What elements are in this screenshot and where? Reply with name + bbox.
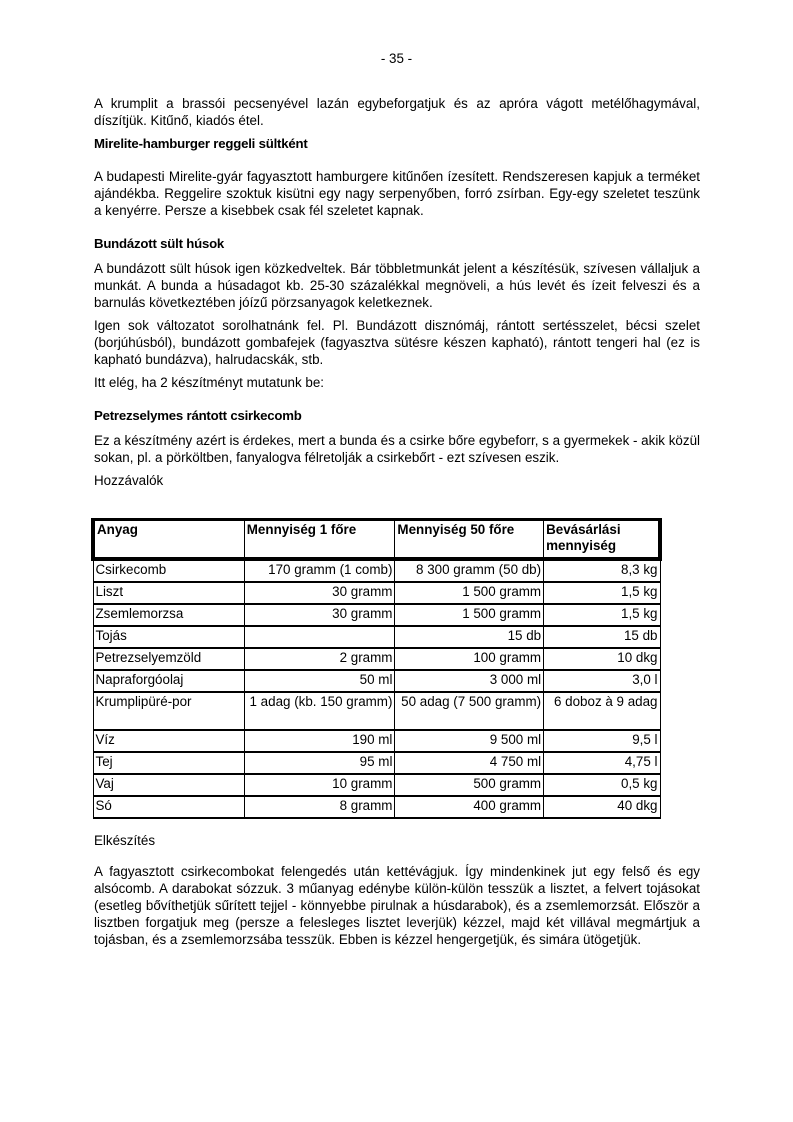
- cell-ingredient: Petrezselyemzöld: [93, 648, 244, 670]
- page-number: - 35 -: [380, 51, 413, 66]
- ingredients-table: [91, 518, 662, 819]
- recipe-heading: Petrezselymes rántott csirkecomb: [94, 408, 302, 423]
- cell-qty-50: 50 adag (7 500 gramm): [395, 692, 544, 730]
- section-heading-hamburger: Mirelite-hamburger reggeli sültként: [94, 136, 308, 151]
- cell-qty-1: 30 gramm: [244, 604, 395, 626]
- cell-qty-1: 2 gramm: [244, 648, 395, 670]
- cell-qty-1: 1 adag (kb. 150 gramm): [244, 692, 395, 730]
- cell-ingredient: Víz: [93, 730, 244, 752]
- table-row: [93, 604, 660, 626]
- cell-qty-50: 400 gramm: [395, 796, 544, 818]
- cell-shopping-qty: 15 db: [544, 626, 660, 648]
- cell-ingredient: Krumplipüré-por: [93, 692, 244, 730]
- cell-shopping-qty: 8,3 kg: [544, 559, 660, 582]
- cell-qty-1: 10 gramm: [244, 774, 395, 796]
- cell-shopping-qty: 0,5 kg: [544, 774, 660, 796]
- bundazott-paragraph-2: Igen sok változatot sorolhatnánk fel. Pl. Bundázott disznómáj, rántott sertésszelet, bécsi szelet (borjúhúsból), bundázott gombafejek (fagyasztva sütésre készen kapható), rántott tengeri hal (ez is kapható bundázva), halrudacskák, stb.: [94, 318, 700, 367]
- cell-qty-1: [244, 626, 395, 648]
- cell-shopping-qty: 1,5 kg: [544, 582, 660, 604]
- cell-shopping-qty: 3,0 l: [544, 670, 660, 692]
- cell-ingredient: Só: [93, 796, 244, 818]
- cell-ingredient: Csirkecomb: [93, 559, 244, 582]
- recipe-description: Ez a készítmény azért is érdekes, mert a bunda és a csirke bőre egybeforr, s a gyermekek - akik közül sokan, pl. a pörköltben, fanyalogva félretolják a csirkebőrt - ezt szívesen eszik.: [94, 433, 700, 465]
- cell-qty-1: 8 gramm: [244, 796, 395, 818]
- table-row: [93, 626, 660, 648]
- cell-qty-1: 190 ml: [244, 730, 395, 752]
- table-row: [93, 774, 660, 796]
- cell-qty-1: 95 ml: [244, 752, 395, 774]
- document-body: [94, 95, 700, 489]
- cell-shopping-qty: 6 doboz à 9 adag: [544, 692, 660, 730]
- bundazott-paragraph-1: A bundázott sült húsok igen közkedveltek. Bár többletmunkát jelent a készítésük, szívesen vállaljuk a munkát. A bunda a húsadagot kb. 25-30 százalékkal megnöveli, a hús levét és ízeit felveszi és a barnulás következtében jóízű pörzsanyagok keletkeznek.: [94, 261, 700, 310]
- preparation-label: Elkészítés: [94, 833, 156, 848]
- cell-qty-1: 170 gramm (1 comb): [244, 559, 395, 582]
- cell-shopping-qty: 9,5 l: [544, 730, 660, 752]
- table-row: [93, 692, 660, 730]
- cell-qty-50: 4 750 ml: [395, 752, 544, 774]
- preparation-paragraph: A fagyasztott csirkecombokat felengedés után kettévágjuk. Így mindenkinek jut egy felső és egy alsócomb. A darabokat sózzuk. 3 műanyag edénybe külön-külön tesszük a lisztet, a felvert tojásokat (esetleg bővíthetjük sűrített tejjel - könnyebbe pirulnak a húsdarabok), és a zsemlemorzsát. Először a lisztben forgatjuk meg (persze a felesleges lisztet leverjük) kézzel, majd két villával megmártjuk a tojásban, és a zsemlemorzsába tesszük. Ebben is kézzel hengergetjük, és simára ütögetjük.: [94, 864, 700, 947]
- table-row: [93, 582, 660, 604]
- table-row: [93, 559, 660, 582]
- header-qty-50: Mennyiség 50 főre: [395, 520, 544, 560]
- cell-qty-50: 15 db: [395, 626, 544, 648]
- cell-qty-50: 500 gramm: [395, 774, 544, 796]
- cell-ingredient: Tej: [93, 752, 244, 774]
- cell-qty-1: 50 ml: [244, 670, 395, 692]
- cell-ingredient: Vaj: [93, 774, 244, 796]
- cell-qty-1: 30 gramm: [244, 582, 395, 604]
- preparation-section: [94, 832, 700, 948]
- cell-qty-50: 1 500 gramm: [395, 604, 544, 626]
- cell-qty-50: 3 000 ml: [395, 670, 544, 692]
- ingredients-label: Hozzávalók: [94, 473, 164, 488]
- table-row: [93, 648, 660, 670]
- table-row: [93, 752, 660, 774]
- cell-qty-50: 100 gramm: [395, 648, 544, 670]
- cell-qty-50: 9 500 ml: [395, 730, 544, 752]
- table-row: [93, 796, 660, 818]
- cell-ingredient: Napraforgóolaj: [93, 670, 244, 692]
- cell-shopping-qty: 40 dkg: [544, 796, 660, 818]
- cell-qty-50: 8 300 gramm (50 db): [395, 559, 544, 582]
- cell-shopping-qty: 1,5 kg: [544, 604, 660, 626]
- cell-ingredient: Tojás: [93, 626, 244, 648]
- cell-shopping-qty: 4,75 l: [544, 752, 660, 774]
- section-heading-bundazott: Bundázott sült húsok: [94, 236, 225, 251]
- cell-shopping-qty: 10 dkg: [544, 648, 660, 670]
- hamburger-paragraph: A budapesti Mirelite-gyár fagyasztott hamburgere kitűnően ízesített. Rendszeresen kapjuk a terméket ajándékba. Reggelire szoktuk kisütni egy nagy serpenyőben, forró zsírban. Egy-egy szeletet teszünk a kenyérre. Persze a kisebbek csak fél szeletet kapnak.: [94, 169, 700, 218]
- cell-ingredient: Liszt: [93, 582, 244, 604]
- header-shopping-qty: Bevásárlási mennyiség: [544, 520, 660, 560]
- table-row: [93, 670, 660, 692]
- cell-ingredient: Zsemlemorzsa: [93, 604, 244, 626]
- bundazott-paragraph-3: Itt elég, ha 2 készítményt mutatunk be:: [94, 375, 324, 390]
- table-row: [93, 730, 660, 752]
- header-ingredient: Anyag: [93, 520, 244, 560]
- header-qty-1: Mennyiség 1 főre: [244, 520, 395, 560]
- table-header-row: [93, 520, 660, 560]
- intro-paragraph: A krumplit a brassói pecsenyével lazán egybeforgatjuk és az apróra vágott metélőhagymával, díszítjük. Kitűnő, kiadós étel.: [94, 96, 700, 128]
- cell-qty-50: 1 500 gramm: [395, 582, 544, 604]
